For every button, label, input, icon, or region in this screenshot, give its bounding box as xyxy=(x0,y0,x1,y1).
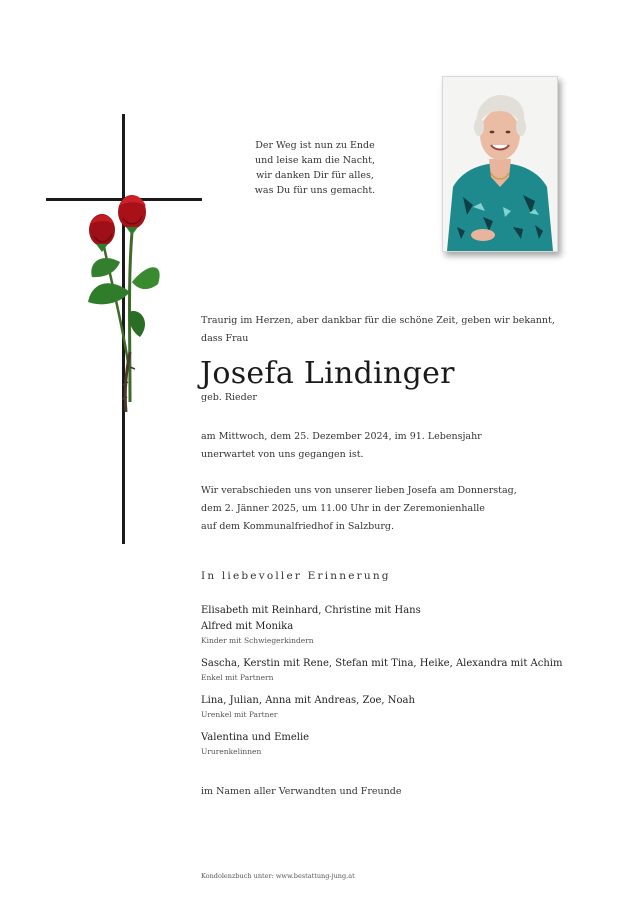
mourner-names: Elisabeth mit Reinhard, Christine mit Hans xyxy=(201,605,421,616)
memory-heading: In liebevoller Erinnerung xyxy=(201,570,391,582)
mourner-group xyxy=(201,693,611,721)
rose-leaf xyxy=(129,311,145,337)
mourners-list xyxy=(201,603,611,767)
mourner-names: Lina, Julian, Anna mit Andreas, Zoe, Noah xyxy=(201,695,415,706)
poem-line: wir danken Dir für alles, xyxy=(256,170,374,181)
mourner-names: Sascha, Kerstin mit Rene, Stefan mit Tina, Heike, Alexandra mit Achim xyxy=(201,658,563,669)
deceased-name: Josefa Lindinger xyxy=(200,356,455,391)
poem xyxy=(220,138,410,198)
maiden-name: geb. Rieder xyxy=(201,392,257,403)
mourner-relation: Kinder mit Schwiegerkindern xyxy=(201,636,314,645)
funeral-details xyxy=(201,482,591,536)
portrait-photo xyxy=(442,76,558,252)
funeral-line: dem 2. Jänner 2025, um 11.00 Uhr in der Zeremonienhalle xyxy=(201,503,485,514)
funeral-line: Wir verabschieden uns von unserer lieben Josefa am Donnerstag, xyxy=(201,485,517,496)
mourner-relation: Ururenkelinnen xyxy=(201,747,262,756)
death-line: am Mittwoch, dem 25. Dezember 2024, im 91. Lebensjahr xyxy=(201,431,482,442)
mourner-group xyxy=(201,603,611,647)
poem-line: was Du für uns gemacht. xyxy=(254,185,376,196)
mourner-names: Valentina und Emelie xyxy=(201,732,310,743)
poem-line: Der Weg ist nun zu Ende xyxy=(255,140,375,151)
mourner-relation: Urenkel mit Partner xyxy=(201,710,278,719)
mourner-group xyxy=(201,656,611,684)
mourner-group xyxy=(201,730,611,758)
mourner-relation: Enkel mit Partnern xyxy=(201,673,274,682)
death-announcement xyxy=(201,428,591,464)
condolence-footer: Kondolenzbuch unter: www.bestattung-jung.at xyxy=(201,872,355,880)
mourner-names: Alfred mit Monika xyxy=(201,621,294,632)
poem-line: und leise kam die Nacht, xyxy=(254,155,376,166)
cross-with-roses-illustration xyxy=(40,112,210,547)
rose-bloom-left xyxy=(89,214,115,252)
intro-line: dass Frau xyxy=(201,333,249,344)
rose-leaf xyxy=(91,258,120,277)
relatives-line: im Namen aller Verwandten und Freunde xyxy=(201,786,402,797)
rose-leaf xyxy=(132,267,160,289)
funeral-line: auf dem Kommunalfriedhof in Salzburg. xyxy=(201,521,394,532)
intro-text xyxy=(201,312,581,348)
death-line: unerwartet von uns gegangen ist. xyxy=(201,449,364,460)
intro-line: Traurig im Herzen, aber dankbar für die schöne Zeit, geben wir bekannt, xyxy=(201,315,555,326)
